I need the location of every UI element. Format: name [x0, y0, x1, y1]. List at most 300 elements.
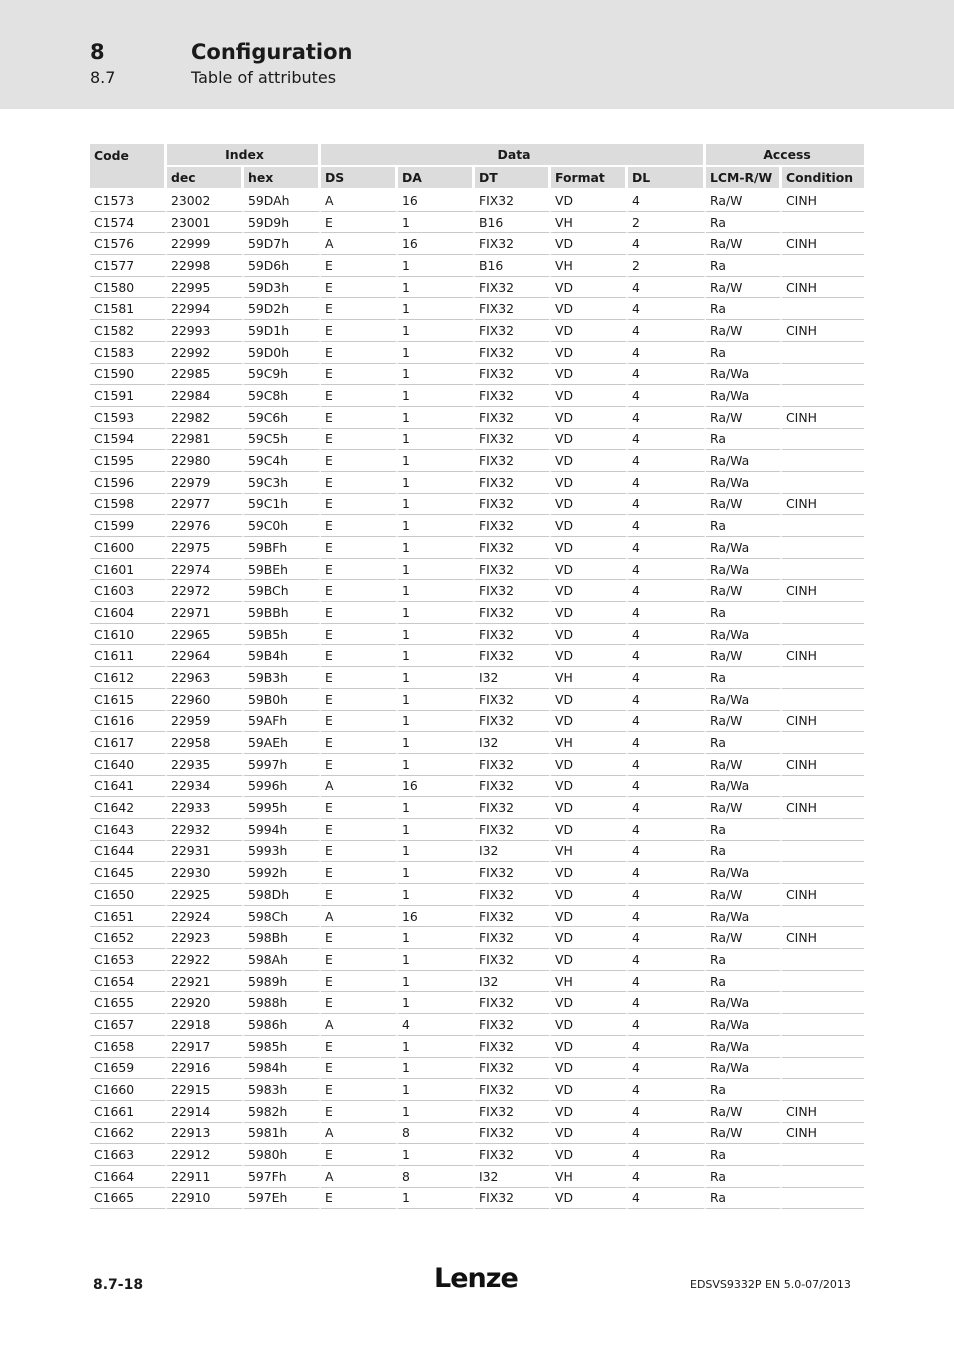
table-cell: FIX32: [475, 580, 551, 602]
table-cell: 22979: [167, 472, 244, 494]
table-cell: FIX32: [475, 190, 551, 212]
table-cell: Ra/W: [706, 320, 782, 342]
table-cell: Ra/W: [706, 494, 782, 516]
table-cell: E: [321, 884, 398, 906]
table-cell: FIX32: [475, 1123, 551, 1145]
table-cell: 22974: [167, 559, 244, 581]
table-cell: C1610: [90, 624, 167, 646]
table-row: [90, 580, 864, 602]
table-cell: FIX32: [475, 1144, 551, 1166]
table-cell: VH: [551, 212, 628, 234]
table-row: [90, 754, 864, 776]
table-row: [90, 645, 864, 667]
table-cell: Ra: [706, 1188, 782, 1210]
table-cell: 22913: [167, 1123, 244, 1145]
table-cell: VD: [551, 320, 628, 342]
table-cell: Ra/W: [706, 927, 782, 949]
table-cell: VD: [551, 1036, 628, 1058]
table-cell: 22914: [167, 1101, 244, 1123]
table-cell: 4: [628, 754, 706, 776]
table-cell: C1601: [90, 559, 167, 581]
table-row: [90, 992, 864, 1014]
table-cell: FIX32: [475, 689, 551, 711]
table-row: [90, 212, 864, 234]
table-cell: Ra: [706, 602, 782, 624]
table-cell: E: [321, 472, 398, 494]
table-cell: E: [321, 364, 398, 386]
table-cell: 4: [628, 385, 706, 407]
table-cell: E: [321, 754, 398, 776]
table-cell: Ra: [706, 1144, 782, 1166]
table-cell: 22995: [167, 277, 244, 299]
table-cell: Ra/Wa: [706, 385, 782, 407]
table-cell: FIX32: [475, 342, 551, 364]
table-cell: 59C8h: [244, 385, 321, 407]
table-cell: 4: [628, 1014, 706, 1036]
table-cell: 59B0h: [244, 689, 321, 711]
table-cell: 22922: [167, 949, 244, 971]
table-cell: 22972: [167, 580, 244, 602]
table-cell: 4: [628, 819, 706, 841]
table-cell: 1: [398, 255, 475, 277]
table-cell: E: [321, 602, 398, 624]
table-cell: 5988h: [244, 992, 321, 1014]
table-cell: [782, 298, 864, 320]
table-cell: 1: [398, 1144, 475, 1166]
table-cell: 4: [628, 364, 706, 386]
sub-header-cell: dec: [167, 167, 244, 190]
table-row: [90, 1101, 864, 1123]
table-cell: [782, 971, 864, 993]
table-cell: 4: [628, 494, 706, 516]
table-cell: Ra/Wa: [706, 364, 782, 386]
table-cell: [782, 1014, 864, 1036]
table-cell: 1: [398, 667, 475, 689]
table-row: [90, 1166, 864, 1188]
table-cell: 22918: [167, 1014, 244, 1036]
table-row: [90, 494, 864, 516]
table-cell: 4: [628, 190, 706, 212]
table-cell: Ra/Wa: [706, 1058, 782, 1080]
table-cell: E: [321, 645, 398, 667]
table-cell: Ra/Wa: [706, 1036, 782, 1058]
table-cell: VD: [551, 711, 628, 733]
document-id: EDSVS9332P EN 5.0-07/2013: [690, 1278, 851, 1291]
table-cell: [782, 689, 864, 711]
table-row: [90, 1188, 864, 1210]
table-cell: CINH: [782, 927, 864, 949]
table-cell: 59D6h: [244, 255, 321, 277]
page-number: 8.7-18: [93, 1277, 144, 1293]
table-cell: E: [321, 537, 398, 559]
table-cell: E: [321, 212, 398, 234]
table-cell: Ra/W: [706, 407, 782, 429]
table-cell: CINH: [782, 494, 864, 516]
table-cell: FIX32: [475, 797, 551, 819]
table-cell: E: [321, 494, 398, 516]
table-cell: 23001: [167, 212, 244, 234]
table-cell: VD: [551, 537, 628, 559]
table-cell: 22932: [167, 819, 244, 841]
sub-header-cell: DA: [398, 167, 475, 190]
table-cell: 1: [398, 212, 475, 234]
table-cell: FIX32: [475, 364, 551, 386]
table-cell: 22981: [167, 429, 244, 451]
table-row: [90, 949, 864, 971]
table-cell: 22960: [167, 689, 244, 711]
table-cell: 2: [628, 212, 706, 234]
table-cell: CINH: [782, 233, 864, 255]
table-cell: FIX32: [475, 450, 551, 472]
table-cell: A: [321, 776, 398, 798]
table-cell: VD: [551, 494, 628, 516]
table-cell: 1: [398, 971, 475, 993]
table-cell: Ra/Wa: [706, 689, 782, 711]
table-cell: C1665: [90, 1188, 167, 1210]
table-cell: C1660: [90, 1079, 167, 1101]
table-cell: VD: [551, 559, 628, 581]
table-cell: 2: [628, 255, 706, 277]
table-cell: 1: [398, 992, 475, 1014]
header-data: Data: [321, 144, 706, 167]
table-cell: 22977: [167, 494, 244, 516]
table-cell: C1641: [90, 776, 167, 798]
table-cell: 22925: [167, 884, 244, 906]
table-cell: VD: [551, 1123, 628, 1145]
table-cell: E: [321, 711, 398, 733]
table-cell: C1611: [90, 645, 167, 667]
table-cell: 59BEh: [244, 559, 321, 581]
table-cell: C1593: [90, 407, 167, 429]
table-cell: C1653: [90, 949, 167, 971]
table-cell: [782, 992, 864, 1014]
table-row: [90, 320, 864, 342]
table-cell: VD: [551, 949, 628, 971]
table-cell: 4: [628, 949, 706, 971]
table-cell: 22975: [167, 537, 244, 559]
table-cell: E: [321, 819, 398, 841]
table-cell: Ra: [706, 819, 782, 841]
table-cell: E: [321, 992, 398, 1014]
table-cell: 59D3h: [244, 277, 321, 299]
table-cell: 22923: [167, 927, 244, 949]
table-cell: E: [321, 927, 398, 949]
table-cell: 1: [398, 884, 475, 906]
header-code: Code: [90, 144, 167, 190]
table-cell: 4: [628, 298, 706, 320]
section-number: 8.7: [90, 68, 116, 87]
table-row: [90, 862, 864, 884]
table-cell: Ra: [706, 212, 782, 234]
table-row: [90, 624, 864, 646]
table-cell: [782, 1036, 864, 1058]
section-title: Table of attributes: [191, 68, 337, 87]
table-cell: 1: [398, 472, 475, 494]
table-row: [90, 971, 864, 993]
table-cell: VD: [551, 342, 628, 364]
table-cell: 23002: [167, 190, 244, 212]
table-row: [90, 1144, 864, 1166]
table-cell: 1: [398, 1188, 475, 1210]
table-cell: 59AFh: [244, 711, 321, 733]
table-cell: FIX32: [475, 559, 551, 581]
table-cell: CINH: [782, 884, 864, 906]
table-cell: 4: [628, 624, 706, 646]
table-cell: 16: [398, 906, 475, 928]
table-cell: Ra: [706, 342, 782, 364]
table-cell: 5985h: [244, 1036, 321, 1058]
table-cell: FIX32: [475, 992, 551, 1014]
table-cell: E: [321, 385, 398, 407]
table-cell: VD: [551, 233, 628, 255]
table-cell: [782, 1166, 864, 1188]
table-cell: 4: [628, 689, 706, 711]
table-cell: CINH: [782, 407, 864, 429]
table-cell: 597Fh: [244, 1166, 321, 1188]
table-cell: C1612: [90, 667, 167, 689]
table-cell: 1: [398, 364, 475, 386]
table-cell: B16: [475, 212, 551, 234]
table-cell: 59C6h: [244, 407, 321, 429]
table-cell: 5994h: [244, 819, 321, 841]
table-cell: Ra/W: [706, 754, 782, 776]
table-cell: 22985: [167, 364, 244, 386]
table-cell: I32: [475, 732, 551, 754]
table-cell: Ra: [706, 949, 782, 971]
table-cell: 4: [628, 906, 706, 928]
table-cell: 8: [398, 1166, 475, 1188]
table-cell: A: [321, 1014, 398, 1036]
table-row: [90, 233, 864, 255]
table-row: [90, 190, 864, 212]
table-cell: C1655: [90, 992, 167, 1014]
table-cell: [782, 472, 864, 494]
table-cell: 22934: [167, 776, 244, 798]
table-cell: 59C0h: [244, 515, 321, 537]
table-cell: 22965: [167, 624, 244, 646]
table-cell: FIX32: [475, 927, 551, 949]
table-cell: 5981h: [244, 1123, 321, 1145]
table-row: [90, 450, 864, 472]
table-cell: Ra/W: [706, 797, 782, 819]
table-cell: 1: [398, 277, 475, 299]
table-cell: 22933: [167, 797, 244, 819]
table-cell: A: [321, 233, 398, 255]
table-cell: 597Eh: [244, 1188, 321, 1210]
table-row: [90, 776, 864, 798]
table-row: [90, 732, 864, 754]
table-cell: VH: [551, 667, 628, 689]
table-cell: A: [321, 1123, 398, 1145]
table-cell: 4: [628, 841, 706, 863]
table-cell: 4: [628, 233, 706, 255]
table-cell: 4: [628, 559, 706, 581]
table-cell: [782, 255, 864, 277]
table-cell: 4: [628, 667, 706, 689]
table-cell: 22992: [167, 342, 244, 364]
table-cell: B16: [475, 255, 551, 277]
table-cell: FIX32: [475, 949, 551, 971]
table-cell: E: [321, 255, 398, 277]
table-cell: VD: [551, 1058, 628, 1080]
table-cell: 22916: [167, 1058, 244, 1080]
table-cell: FIX32: [475, 862, 551, 884]
table-cell: 22982: [167, 407, 244, 429]
table-cell: E: [321, 580, 398, 602]
table-cell: 5995h: [244, 797, 321, 819]
table-cell: [782, 906, 864, 928]
table-cell: 1: [398, 711, 475, 733]
table-cell: C1664: [90, 1166, 167, 1188]
table-cell: VD: [551, 580, 628, 602]
table-cell: FIX32: [475, 776, 551, 798]
table-row: [90, 1014, 864, 1036]
table-cell: [782, 624, 864, 646]
table-cell: E: [321, 298, 398, 320]
table-cell: VD: [551, 927, 628, 949]
table-cell: [782, 212, 864, 234]
table-cell: 4: [628, 776, 706, 798]
lenze-logo: Lenze: [434, 1263, 518, 1294]
table-cell: E: [321, 624, 398, 646]
table-cell: FIX32: [475, 884, 551, 906]
table-cell: VD: [551, 1014, 628, 1036]
table-cell: Ra/W: [706, 884, 782, 906]
table-cell: 8: [398, 1123, 475, 1145]
table-cell: FIX32: [475, 1036, 551, 1058]
table-cell: C1599: [90, 515, 167, 537]
table-cell: 59AEh: [244, 732, 321, 754]
table-cell: 4: [628, 1079, 706, 1101]
table-cell: VH: [551, 971, 628, 993]
table-cell: [782, 1079, 864, 1101]
table-cell: Ra: [706, 429, 782, 451]
table-cell: 1: [398, 732, 475, 754]
table-cell: VD: [551, 906, 628, 928]
table-cell: 5983h: [244, 1079, 321, 1101]
table-row: [90, 884, 864, 906]
table-cell: FIX32: [475, 819, 551, 841]
table-cell: C1583: [90, 342, 167, 364]
table-cell: 1: [398, 494, 475, 516]
table-cell: E: [321, 1188, 398, 1210]
table-cell: 598Ch: [244, 906, 321, 928]
table-cell: C1582: [90, 320, 167, 342]
table-cell: 5996h: [244, 776, 321, 798]
table-cell: 4: [628, 602, 706, 624]
table-cell: VD: [551, 1079, 628, 1101]
table-row: [90, 342, 864, 364]
table-cell: 59DAh: [244, 190, 321, 212]
table-cell: 1: [398, 450, 475, 472]
table-cell: 16: [398, 233, 475, 255]
table-cell: [782, 559, 864, 581]
table-cell: 22999: [167, 233, 244, 255]
table-cell: FIX32: [475, 711, 551, 733]
table-cell: C1594: [90, 429, 167, 451]
table-cell: 22976: [167, 515, 244, 537]
table-cell: FIX32: [475, 494, 551, 516]
table-cell: CINH: [782, 320, 864, 342]
table-cell: Ra/W: [706, 233, 782, 255]
table-cell: 1: [398, 1101, 475, 1123]
table-cell: [782, 1058, 864, 1080]
table-cell: 1: [398, 298, 475, 320]
sub-header-cell: DS: [321, 167, 398, 190]
table-cell: 4: [628, 1036, 706, 1058]
table-cell: [782, 450, 864, 472]
table-cell: 1: [398, 407, 475, 429]
table-cell: Ra/W: [706, 190, 782, 212]
table-cell: FIX32: [475, 1101, 551, 1123]
table-cell: CINH: [782, 1123, 864, 1145]
table-cell: E: [321, 862, 398, 884]
table-cell: VD: [551, 450, 628, 472]
table-cell: I32: [475, 667, 551, 689]
table-row: [90, 841, 864, 863]
table-cell: VD: [551, 884, 628, 906]
table-cell: VD: [551, 1188, 628, 1210]
table-cell: 22911: [167, 1166, 244, 1188]
table-cell: Ra: [706, 1079, 782, 1101]
table-cell: C1662: [90, 1123, 167, 1145]
table-cell: Ra: [706, 841, 782, 863]
table-cell: C1580: [90, 277, 167, 299]
table-cell: 1: [398, 537, 475, 559]
table-cell: 1: [398, 602, 475, 624]
table-cell: Ra: [706, 515, 782, 537]
table-cell: Ra/Wa: [706, 992, 782, 1014]
table-cell: I32: [475, 971, 551, 993]
table-cell: Ra: [706, 667, 782, 689]
table-cell: E: [321, 689, 398, 711]
table-cell: 1: [398, 320, 475, 342]
sub-header-cell: hex: [244, 167, 321, 190]
table-cell: Ra: [706, 255, 782, 277]
table-cell: VD: [551, 776, 628, 798]
table-cell: 1: [398, 559, 475, 581]
table-cell: Ra: [706, 732, 782, 754]
table-cell: VD: [551, 797, 628, 819]
table-cell: FIX32: [475, 754, 551, 776]
table-cell: 4: [628, 711, 706, 733]
table-cell: 4: [628, 472, 706, 494]
table-cell: C1617: [90, 732, 167, 754]
table-cell: 1: [398, 1079, 475, 1101]
table-cell: [782, 1188, 864, 1210]
table-cell: I32: [475, 841, 551, 863]
table-cell: 4: [628, 732, 706, 754]
table-cell: 4: [628, 927, 706, 949]
table-cell: 1: [398, 949, 475, 971]
table-cell: Ra/Wa: [706, 906, 782, 928]
table-cell: FIX32: [475, 320, 551, 342]
table-row: [90, 689, 864, 711]
table-cell: VD: [551, 407, 628, 429]
table-cell: 4: [628, 407, 706, 429]
table-cell: 59B4h: [244, 645, 321, 667]
table-cell: 22930: [167, 862, 244, 884]
table-cell: 22912: [167, 1144, 244, 1166]
table-cell: FIX32: [475, 277, 551, 299]
table-cell: CINH: [782, 277, 864, 299]
table-cell: 22963: [167, 667, 244, 689]
table-cell: 59BFh: [244, 537, 321, 559]
table-cell: 1: [398, 385, 475, 407]
table-cell: 4: [628, 1166, 706, 1188]
table-cell: I32: [475, 1166, 551, 1188]
table-cell: 22920: [167, 992, 244, 1014]
